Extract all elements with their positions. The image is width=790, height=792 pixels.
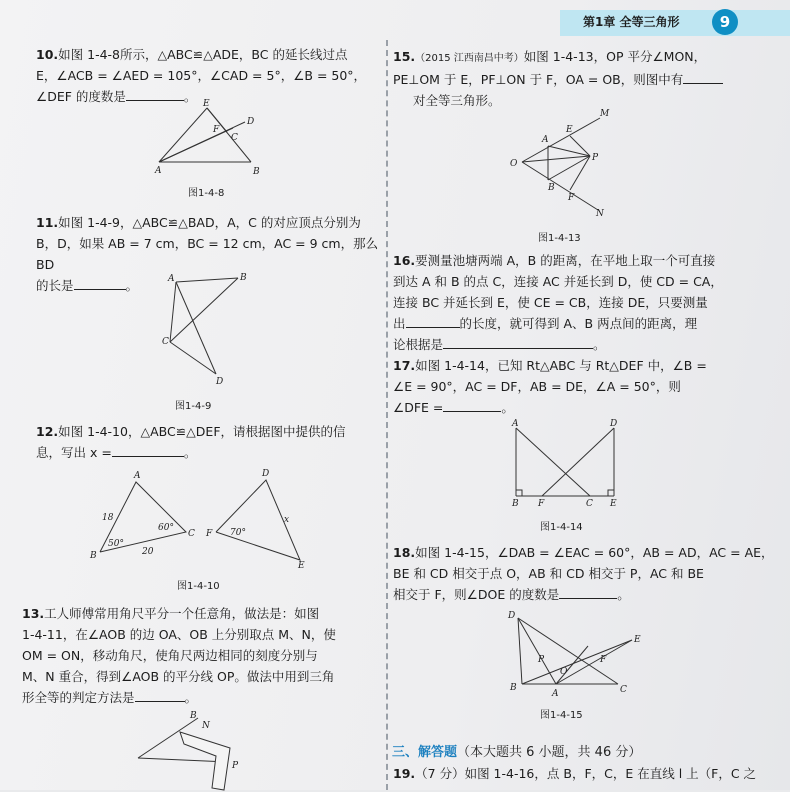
question-13 [22,603,382,708]
question-line: 相交于 F，则∠DOE 的度数是 [393,587,560,602]
side-label: x [284,515,290,525]
fig-label-m: M [600,109,610,119]
fig-label-e: E [203,99,210,109]
fig-label-b: B [512,499,519,509]
question-line: ∠E = 90°，AC = DF，AB = DE，∠A = 50°，则 [393,379,681,394]
question-10 [36,44,381,107]
question-line: 息，写出 x = [36,445,112,460]
angle-label: 50° [108,539,124,549]
fig-label-a: A [512,419,519,429]
figure-caption: 图1-4-8 [188,188,225,199]
fig-label-b: B [510,683,517,693]
fig-label-a: A [155,166,162,176]
question-line: 如图 1-4-9，△ABC≌△BAD，A，C 的对应顶点分别为 [58,215,361,230]
question-number: 18. [393,545,416,560]
fig-label-p: P [232,761,239,771]
question-19 [393,763,788,784]
angle-label: 60° [158,523,174,533]
question-line: 如图 1-4-13，OP 平分∠MON， [523,49,707,64]
fig-label-d: D [247,117,255,127]
fig-label-d: D [262,469,270,479]
fig-label-a: A [168,274,175,284]
fig-label-c: C [231,133,238,143]
question-source: （2015 江西南昌中考） [415,53,524,64]
side-label: 18 [102,513,114,523]
question-line: 的长是 [36,278,74,293]
fig-label-c: C [620,685,627,695]
question-line: 连接 BC 并延长到 E，使 CE = CB，连接 DE，只要测量 [393,295,708,310]
question-line: 的长度，就可得到 A、B 两点间的距离，理 [459,316,698,331]
question-line: 要测量池塘两端 A，B 的距离，在平地上取一个可直接 [415,253,716,268]
fig-label-d: D [216,377,224,387]
fig-label-p: P [592,153,599,163]
question-end: 。 [184,690,198,705]
column-divider [386,40,388,790]
figure-1-4-11 [128,712,248,792]
question-number: 10. [36,47,59,62]
fig-label-f: F [568,193,575,203]
side-label: 20 [142,547,154,557]
question-line: 如图 1-4-14，已知 Rt△ABC 与 Rt△DEF 中，∠B = [415,358,707,373]
section-title: 三、解答题 [392,745,458,760]
question-line: 1-4-11，在∠AOB 的边 OA、OB 上分别取点 M、N，使 [22,627,336,642]
answer-blank[interactable] [683,83,723,84]
question-line: ∠DFE = [393,400,444,415]
question-line: 如图 1-4-8所示，△ABC≌△ADE，BC 的延长线过点 [58,47,348,62]
fig-label-a: A [542,135,549,145]
fig-label-b: B [90,551,97,561]
figure-1-4-9 [160,272,250,387]
fig-label-b: B [548,183,555,193]
figure-caption: 图1-4-13 [538,233,581,244]
question-line: （7 分）如图 1-4-16，点 B，F，C，E 在直线 l 上（F，C 之 [415,766,757,781]
fig-label-c: C [162,337,169,347]
question-end: 。 [593,337,606,352]
question-15 [393,46,778,111]
fig-label-c: C [586,499,593,509]
figure-caption: 图1-4-15 [540,710,583,721]
figure-1-4-10 [90,470,320,570]
question-18 [393,542,778,605]
fig-label-d: D [610,419,618,429]
question-end: 。 [501,400,514,415]
fig-label-a: A [134,471,141,481]
question-end: 。 [125,278,139,293]
question-number: 19. [393,766,416,781]
question-line: 如图 1-4-15，∠DAB = ∠EAC = 60°，AB = AD，AC = AE， [415,545,774,560]
fig-label-e: E [298,561,305,571]
question-line: 论根据是 [393,337,444,352]
page-number: 9 [712,9,738,35]
question-line: 出 [393,316,406,331]
fig-label-n: N [596,209,604,219]
figure-1-4-15 [508,610,648,700]
answer-blank[interactable] [443,411,501,412]
fig-label-n: N [202,721,210,731]
fig-label-c: C [188,529,195,539]
figure-caption: 图1-4-10 [177,581,220,592]
angle-label: 70° [230,528,246,538]
question-number: 15. [393,49,416,64]
answer-blank[interactable] [126,100,184,101]
question-end: 。 [183,89,197,104]
question-number: 17. [393,358,416,373]
chapter-title: 第1章 全等三角形 [583,15,680,29]
fig-label-b: B [240,273,247,283]
question-16 [393,250,778,355]
fig-label-b: B [253,167,260,177]
fig-label-o: O [560,667,568,677]
question-line: 工人师傅常用角尺平分一个任意角，做法是：如图 [44,606,320,621]
question-line: 形全等的判定方法是 [22,690,135,705]
question-number: 11. [36,215,59,230]
fig-label-e: E [566,125,573,135]
fig-label-d: D [508,611,516,621]
answer-blank[interactable] [135,701,185,702]
figure-caption: 图1-4-9 [175,401,212,412]
figure-1-4-8 [155,99,265,177]
fig-label-e: E [610,499,617,509]
answer-blank[interactable] [559,598,617,599]
fig-label-b: B [190,711,197,721]
figure-caption: 图1-4-14 [540,522,583,533]
question-line: ∠DEF 的度数是 [36,89,126,104]
section-heading [392,741,641,760]
figure-1-4-14 [508,420,628,510]
fig-label-o: O [510,159,518,169]
question-number: 13. [22,606,45,621]
answer-blank[interactable] [443,348,593,349]
question-12 [36,421,381,463]
question-line: M、N 重合，得到∠AOB 的平分线 OP。做法中用到三角 [22,669,335,684]
figure-1-4-13 [508,110,618,220]
question-line: B，D，如果 AB = 7 cm，BC = 12 cm，AC = 9 cm，那么 BD [36,236,379,272]
section-subtitle: （本大题共 6 小题，共 46 分） [457,745,642,760]
question-line: 对全等三角形。 [413,93,501,108]
fig-label-a: A [552,689,559,699]
fig-label-f: F [600,655,607,665]
question-line: 如图 1-4-10，△ABC≌△DEF，请根据图中提供的信 [58,424,346,439]
question-end: 。 [617,587,630,602]
fig-label-p: P [538,655,545,665]
question-line: PE⊥OM 于 E，PF⊥ON 于 F，OA = OB，则图中有 [393,72,684,87]
fig-label-e: E [634,635,641,645]
fig-label-f: F [213,125,220,135]
question-end: 。 [183,445,197,460]
question-17 [393,355,778,418]
question-line: OM = ON，移动角尺，使角尺两边相同的刻度分别与 [22,648,318,663]
question-line: E，∠ACB = ∠AED = 105°，∠CAD = 5°，∠B = 50°， [36,68,367,83]
question-number: 12. [36,424,59,439]
question-line: 到达 A 和 B 的点 C，连接 AC 并延长到 D，使 CD = CA， [393,274,723,289]
question-number: 16. [393,253,416,268]
answer-blank[interactable] [406,327,460,328]
answer-blank[interactable] [74,289,126,290]
question-line: BE 和 CD 相交于点 O，AB 和 CD 相交于 P，AC 和 BE [393,566,704,581]
fig-label-f: F [538,499,545,509]
fig-label-f: F [206,529,213,539]
answer-blank[interactable] [112,456,184,457]
